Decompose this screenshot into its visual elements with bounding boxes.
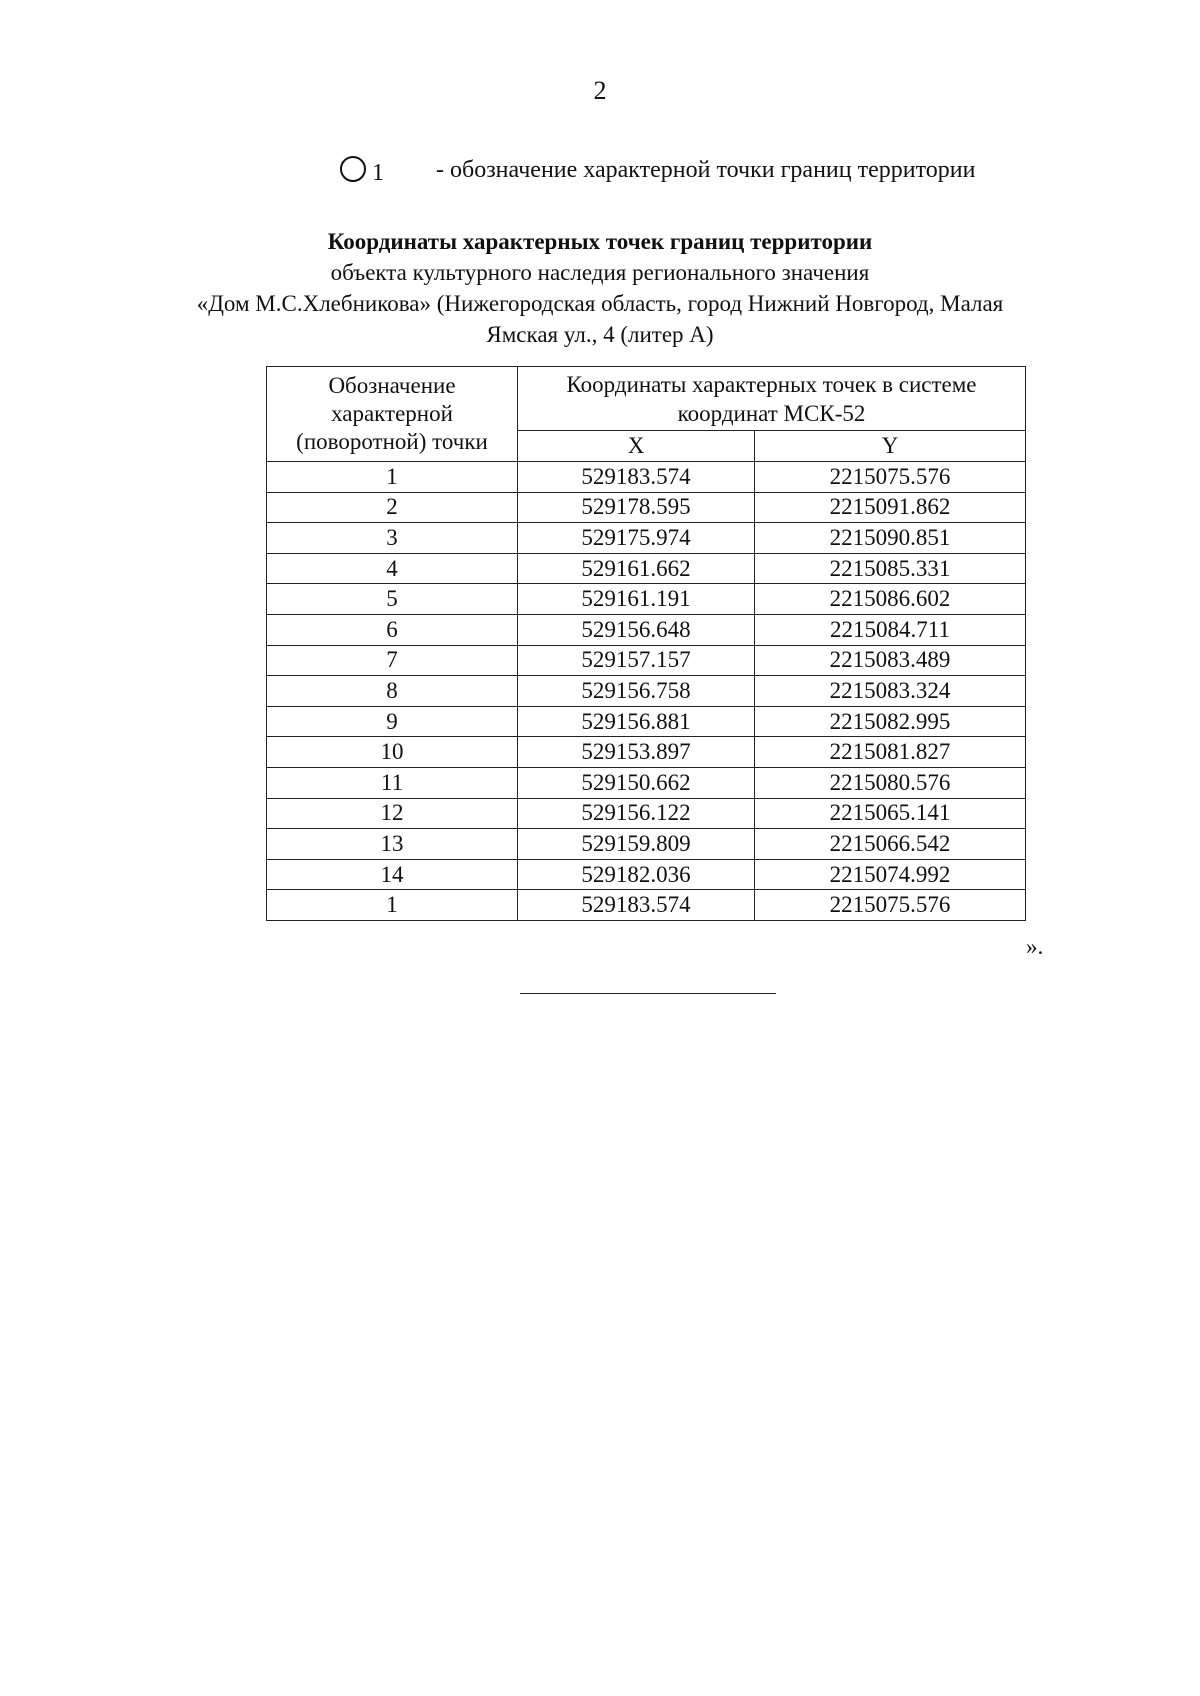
y-cell: 2215066.542 <box>755 829 1026 860</box>
y-cell: 2215082.995 <box>755 706 1026 737</box>
y-cell: 2215091.862 <box>755 492 1026 523</box>
point-cell: 9 <box>267 706 518 737</box>
y-cell: 2215075.576 <box>755 890 1026 921</box>
heading-title: Координаты характерных точек границ территории <box>327 229 873 254</box>
table-row <box>267 859 1026 890</box>
point-cell: 1 <box>267 462 518 493</box>
heading-line-2: «Дом М.С.Хлебникова» (Нижегородская область, город Нижний Новгород, Малая <box>196 291 1004 316</box>
x-cell: 529156.881 <box>518 706 755 737</box>
x-cell: 529156.648 <box>518 614 755 645</box>
table-row <box>267 584 1026 615</box>
separator-line <box>520 993 776 994</box>
x-cell: 529183.574 <box>518 890 755 921</box>
y-cell: 2215085.331 <box>755 553 1026 584</box>
legend <box>340 148 975 192</box>
y-cell: 2215084.711 <box>755 614 1026 645</box>
legend-symbol-number: 1 <box>372 160 384 186</box>
circle-icon <box>340 156 366 182</box>
legend-text: - обозначение характерной точки границ территории <box>436 157 976 183</box>
y-cell: 2215083.489 <box>755 645 1026 676</box>
y-cell: 2215074.992 <box>755 859 1026 890</box>
header-designation: Обозначение характерной (поворотной) точки <box>267 367 518 462</box>
table-row <box>267 767 1026 798</box>
x-cell: 529159.809 <box>518 829 755 860</box>
x-cell: 529161.191 <box>518 584 755 615</box>
boundary-point-symbol <box>340 148 406 192</box>
header-coordinates: Координаты характерных точек в системе координат МСК-52 <box>518 367 1026 431</box>
point-cell: 14 <box>267 859 518 890</box>
point-cell: 8 <box>267 676 518 707</box>
x-cell: 529157.157 <box>518 645 755 676</box>
point-cell: 5 <box>267 584 518 615</box>
x-cell: 529150.662 <box>518 767 755 798</box>
y-cell: 2215080.576 <box>755 767 1026 798</box>
point-cell: 11 <box>267 767 518 798</box>
heading <box>0 226 1200 350</box>
header-x: X <box>518 431 755 462</box>
table-row <box>267 523 1026 554</box>
point-cell: 12 <box>267 798 518 829</box>
table-row <box>267 676 1026 707</box>
x-cell: 529156.758 <box>518 676 755 707</box>
table-row <box>267 614 1026 645</box>
header-y: Y <box>755 431 1026 462</box>
y-cell: 2215081.827 <box>755 737 1026 768</box>
y-cell: 2215083.324 <box>755 676 1026 707</box>
y-cell: 2215075.576 <box>755 462 1026 493</box>
point-cell: 7 <box>267 645 518 676</box>
point-cell: 1 <box>267 890 518 921</box>
page-number: 2 <box>593 76 607 105</box>
x-cell: 529182.036 <box>518 859 755 890</box>
x-cell: 529161.662 <box>518 553 755 584</box>
point-cell: 6 <box>267 614 518 645</box>
y-cell: 2215065.141 <box>755 798 1026 829</box>
table-row <box>267 645 1026 676</box>
y-cell: 2215090.851 <box>755 523 1026 554</box>
table-row <box>267 737 1026 768</box>
table-row <box>267 553 1026 584</box>
table-row <box>267 890 1026 921</box>
table-row <box>267 798 1026 829</box>
point-cell: 10 <box>267 737 518 768</box>
point-cell: 3 <box>267 523 518 554</box>
table-row <box>267 492 1026 523</box>
closing-quote: ». <box>1026 934 1044 959</box>
point-cell: 2 <box>267 492 518 523</box>
table-row <box>267 462 1026 493</box>
x-cell: 529183.574 <box>518 462 755 493</box>
x-cell: 529156.122 <box>518 798 755 829</box>
x-cell: 529178.595 <box>518 492 755 523</box>
coordinates-table <box>266 366 1026 921</box>
x-cell: 529153.897 <box>518 737 755 768</box>
table-row <box>267 706 1026 737</box>
x-cell: 529175.974 <box>518 523 755 554</box>
heading-line-1: объекта культурного наследия регионального значения <box>330 260 870 285</box>
table-row <box>267 829 1026 860</box>
heading-line-3: Ямская ул., 4 (литер А) <box>486 322 714 347</box>
point-cell: 13 <box>267 829 518 860</box>
table-body <box>267 462 1026 921</box>
point-cell: 4 <box>267 553 518 584</box>
y-cell: 2215086.602 <box>755 584 1026 615</box>
